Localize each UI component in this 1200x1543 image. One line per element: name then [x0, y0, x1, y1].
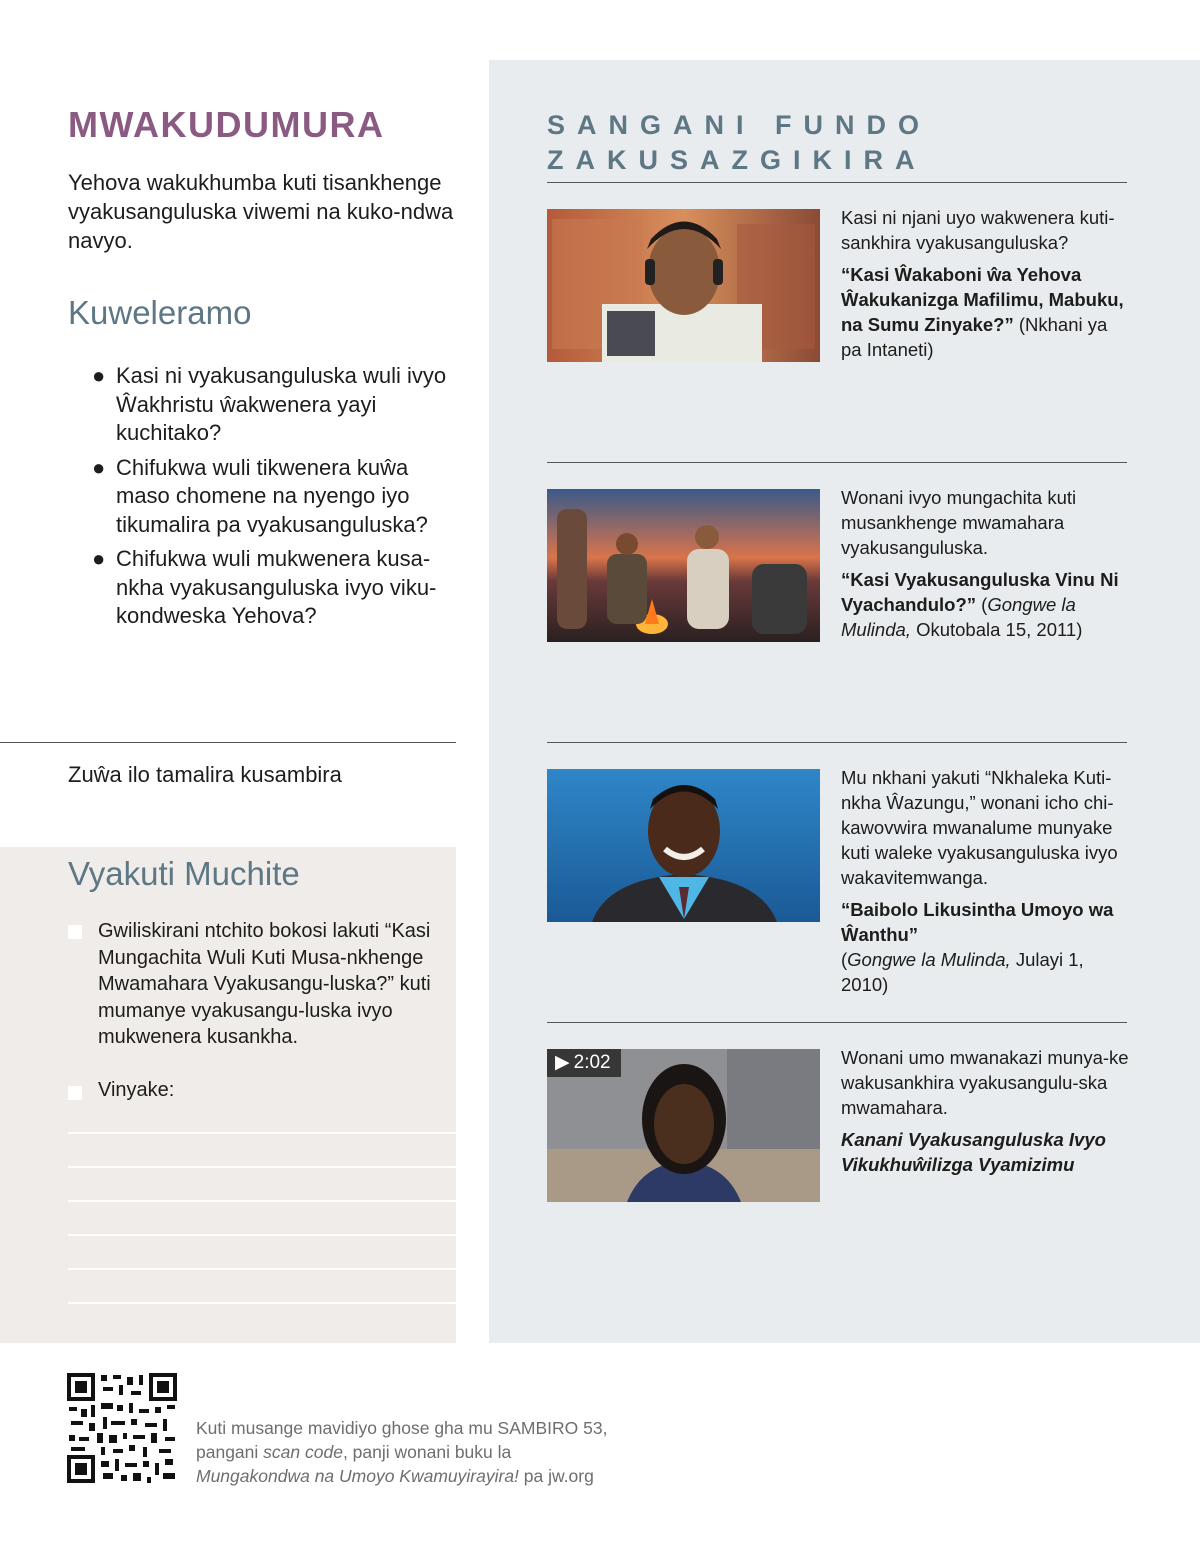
todo-item-text: Vinyake:	[98, 1079, 175, 1101]
review-question-text: Chifukwa wuli tikwenera kuŵa maso chomene na nyengo iyo tikumalira pa vyakusanguluska?	[116, 454, 428, 537]
video-duration: 2:02	[573, 1052, 611, 1073]
research-description: Wonani ivyo mungachita kuti musankhenge mwamahara vyakusanguluska.	[841, 487, 1077, 558]
review-question-text: Chifukwa wuli mukwenera kusa-nkha vyakusanguluska ivyo viku-kondweska Yehova?	[116, 546, 437, 628]
summary-text: Yehova wakukhumba kuti tisankhenge vyakusanguluska viwemi na kuko-ndwa navyo.	[68, 170, 454, 253]
writing-line[interactable]	[68, 1302, 456, 1304]
divider	[547, 1022, 1127, 1023]
research-reference[interactable]	[841, 262, 1131, 362]
summary-heading: MWAKUDUMURA	[68, 104, 385, 145]
research-source: Okutobala 15, 2011)	[910, 619, 1083, 640]
research-source: (Nkhani ya pa Intaneti)	[841, 314, 1108, 360]
todo-checkbox[interactable]	[68, 1086, 82, 1100]
bullet-icon: ●	[92, 363, 106, 388]
todo-checkbox[interactable]	[68, 925, 82, 939]
research-reference[interactable]	[841, 567, 1131, 642]
research-description: Mu nkhani yakuti “Nkhaleka Kuti-nkha Ŵazungu,” wonani icho chi-kawovwira mwanalume munyake kuti waleke vyakusanguluska ivyo wakavitemwanga.	[841, 767, 1118, 888]
footer-text: pa jw.org	[518, 1466, 594, 1486]
writing-line[interactable]	[68, 1166, 456, 1168]
research-source: Julayi 1, 2010)	[841, 949, 1084, 995]
review-question	[92, 454, 462, 540]
research-source: (	[976, 594, 988, 615]
video-duration-badge[interactable]	[547, 1049, 621, 1077]
review-question	[92, 545, 462, 631]
research-source-publication: Gongwe la Mulinda,	[841, 594, 1076, 640]
smiling-man-image[interactable]	[547, 769, 820, 922]
research-title: “Kasi Vyakusanguluska Vinu Ni Vyachandulo?”	[841, 569, 1119, 615]
divider	[547, 462, 1127, 463]
research-title: “Kasi Ŵakaboni ŵa Yehova Ŵakukanizga Mafilimu, Mabuku, na Sumu Zinyake?”	[841, 264, 1124, 335]
research-title: “Baibolo Likusintha Umoyo wa Ŵanthu”	[841, 899, 1114, 945]
divider	[547, 182, 1127, 183]
todo-item-text: Gwiliskirani ntchito bokosi lakuti “Kasi Mungachita Wuli Kuti Musa-nkhenge Mwamahara Vyakusangu-luska?” kuti mumanye vyakusangu-luska ivyo mukwenera kusankha.	[98, 920, 431, 1048]
review-question-text: Kasi ni vyakusanguluska wuli ivyo Ŵakhristu ŵakwenera yayi kuchitako?	[116, 363, 447, 445]
divider	[547, 742, 1127, 743]
research-source-publication: Gongwe la Mulinda,	[847, 949, 1011, 970]
bullet-icon: ●	[92, 454, 106, 480]
research-source: (	[841, 949, 848, 970]
research-reference[interactable]	[841, 897, 1131, 997]
divider	[0, 742, 456, 743]
review-heading: Kuweleramo	[68, 294, 252, 331]
footer-text: scan code	[263, 1442, 343, 1462]
writing-line[interactable]	[68, 1132, 456, 1134]
review-question	[92, 362, 462, 448]
footer-text: Kuti musange mavidiyo ghose gha mu SAMBIRO 53,	[196, 1418, 608, 1438]
research-description: Kasi ni njani uyo wakwenera kuti-sankhira vyakusanguluska?	[841, 207, 1115, 253]
writing-line[interactable]	[68, 1234, 456, 1236]
writing-line[interactable]	[68, 1200, 456, 1202]
jesus-campfire-image[interactable]	[547, 489, 820, 642]
review-questions	[92, 362, 462, 637]
footer-book-title: Mungakondwa na Umoyo Kwamuyirayira!	[196, 1466, 519, 1486]
research-reference[interactable]	[841, 1127, 1131, 1177]
bullet-icon: ●	[92, 546, 106, 571]
footer-text: pangani	[196, 1442, 264, 1462]
todo-heading: Vyakuti Muchite	[68, 855, 300, 892]
footer-text: , panji wonani buku la	[342, 1442, 512, 1462]
research-heading: SANGANI FUNDO ZAKUSAZGIKIRA	[547, 110, 931, 175]
research-description: Wonani umo mwanakazi munya-ke wakusankhira vyakusangulu-ska mwamahara.	[841, 1047, 1129, 1118]
research-title: Kanani Vyakusanguluska Ivyo Vikukhuŵilizga Vyamizimu	[841, 1129, 1106, 1175]
play-icon: ▶	[555, 1052, 570, 1073]
footer-note	[196, 1416, 716, 1488]
qr-code[interactable]	[67, 1373, 177, 1483]
completion-date-label: Zuŵa ilo tamalira kusambira	[68, 762, 342, 787]
boy-headphones-image[interactable]	[547, 209, 820, 362]
writing-line[interactable]	[68, 1268, 456, 1270]
